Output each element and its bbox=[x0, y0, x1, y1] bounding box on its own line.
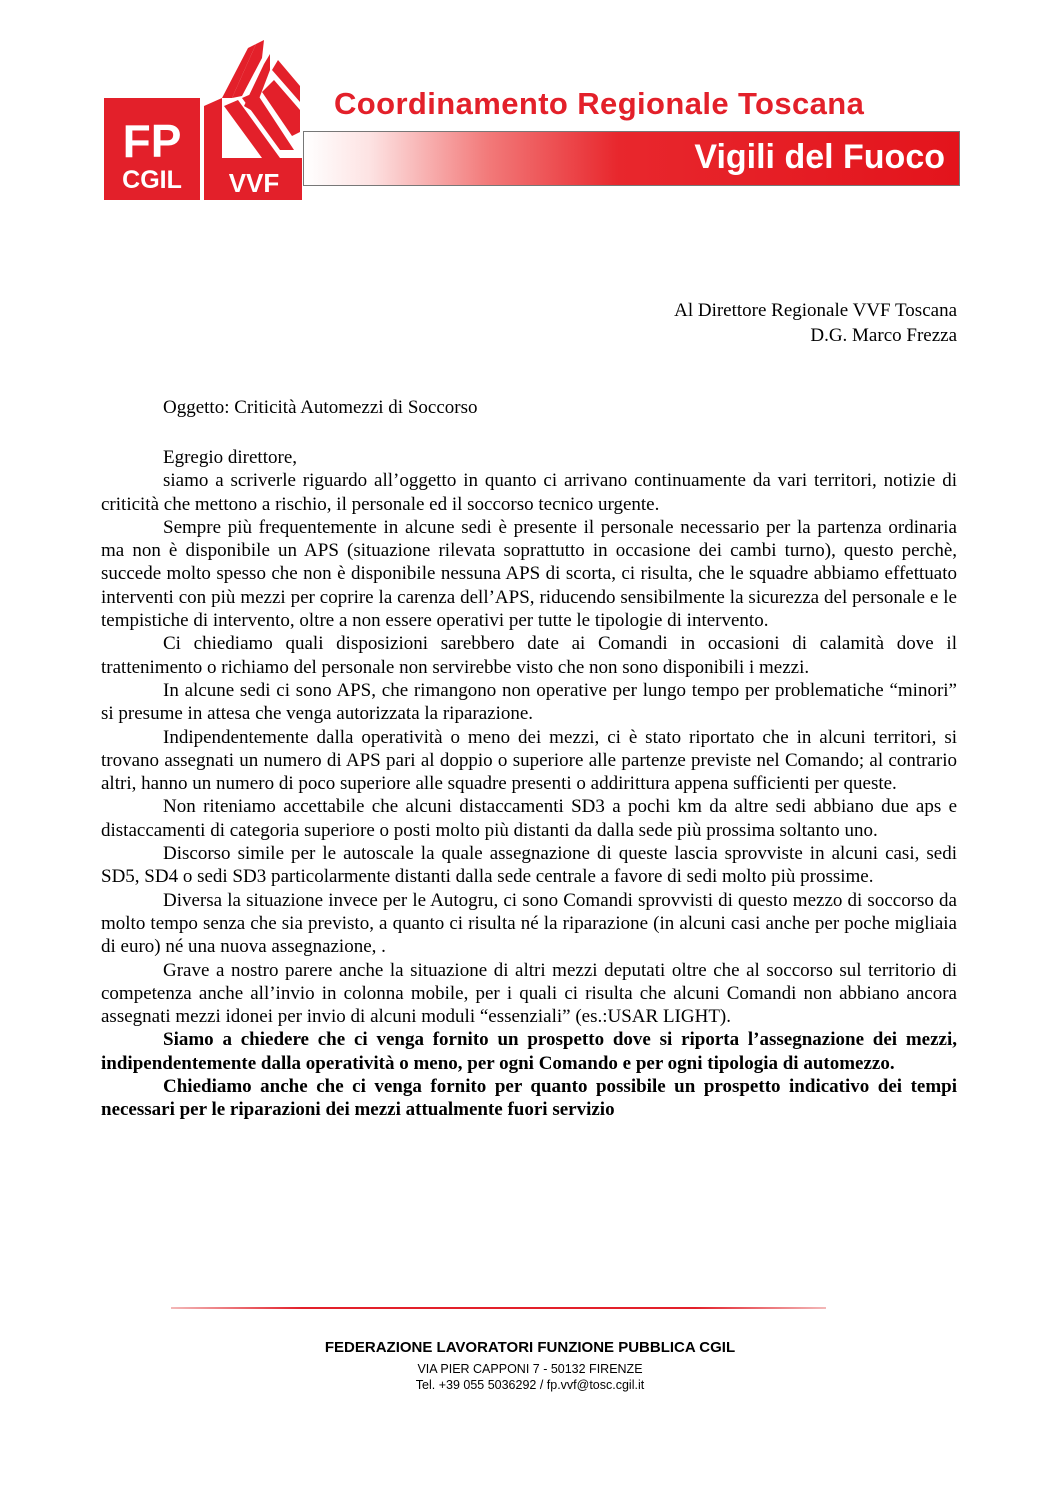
recipient-block bbox=[674, 299, 957, 348]
footer-organization: FEDERAZIONE LAVORATORI FUNZIONE PUBBLICA CGIL bbox=[324, 1339, 736, 1356]
body-paragraph: Sempre più frequentemente in alcune sedi è presente il personale necessario per la partenza ordinaria ma non è disponibile un APS (situazione rilevata soprattutto in occasione dei cambi turno), questo perchè, succede molto spesso che non è disponibile nessuna APS di scorta, ci risulta, che le squadre abbiamo effettuato interventi con più mezzi per coprire la carenza dell’APS, riducendo sensibilmente la sicurezza del personale e le tempistiche di intervento, oltre a non essere operativi per tutte le tipologie di intervento. bbox=[101, 516, 957, 632]
recipient-line-2: D.G. Marco Frezza bbox=[810, 324, 957, 346]
footer-address: VIA PIER CAPPONI 7 - 50132 FIRENZE bbox=[417, 1362, 643, 1376]
recipient-line-1: Al Direttore Regionale VVF Toscana bbox=[674, 300, 957, 321]
body-paragraph: In alcune sedi ci sono APS, che rimangono non operative per lungo tempo per problematiche “minori” si presume in attesa che venga autorizzata la riparazione. bbox=[101, 679, 957, 725]
header-title: Coordinamento Regionale Toscana bbox=[334, 86, 865, 121]
logo-cgil-text: CGIL bbox=[122, 166, 182, 194]
logo-vvf-text: VVF bbox=[228, 168, 280, 198]
body-paragraph: Non riteniamo accettabile che alcuni distaccamenti SD3 a pochi km da altre sedi abbiano due aps e distaccamenti di categoria superiore o posti molto più distanti da dalla sede più prossima soltanto uno. bbox=[101, 796, 957, 841]
header-subtitle: Vigili del Fuoco bbox=[694, 138, 945, 176]
request-paragraph: Siamo a chiedere che ci venga fornito un prospetto dove si riporta l’assegnazione dei mezzi, indipendentemente dalla operatività o meno, per ogni Comando e per ogni tipologia di automezzo. bbox=[101, 1029, 957, 1074]
body-paragraph: Ci chiediamo quali disposizioni sarebbero date ai Comandi in occasioni di calamità dove il trattenimento o richiamo del personale non servirebbe visto che non sono disponibili i mezzi. bbox=[101, 633, 957, 678]
fp-cgil-vvf-logo bbox=[104, 40, 304, 202]
body-paragraph: siamo a scriverle riguardo all’oggetto in quanto ci arrivano continuamente da vari territori, notizie di criticità che mettono a rischio, il personale ed il soccorso tecnico urgente. bbox=[101, 470, 957, 515]
body-paragraph: Indipendentemente dalla operatività o meno dei mezzi, ci è stato riportato che in alcuni territori, si trovano assegnati un numero di APS pari al doppio o superiore alle partenze previste nel Comando; al contrario altri, hanno un numero di poco superiore alle squadre presenti o addirittura appena sufficienti per queste. bbox=[101, 726, 957, 795]
body-paragraph: Grave a nostro parere anche la situazione di altri mezzi deputati oltre che al soccorso sul territorio di competenza anche all’invio in colonna mobile, per i quali ci risulta che alcuni Comandi non abbiano ancora assegnati mezzi idonei per invio di alcuni moduli “essenziali” (es.:USAR LIGHT). bbox=[101, 959, 957, 1028]
letter-body bbox=[101, 446, 957, 1122]
body-paragraph: Discorso simile per le autoscale la quale assegnazione di queste lascia sprovviste in alcuni casi, sedi SD5, SD4 o sedi SD3 particolarmente distanti dalla sede centrale a favore di sedi molto più prossime. bbox=[101, 843, 957, 888]
footer-divider bbox=[171, 1307, 826, 1309]
logo-fp-text: FP bbox=[122, 115, 182, 167]
body-paragraph: Diversa la situazione invece per le Autogru, ci sono Comandi sprovvisti di questo mezzo di soccorso da molto tempo senza che sia previsto, a quanto ci risulta né la riparazione (in alcuni casi anche per poche migliaia di euro) né una nuova assegnazione, . bbox=[101, 889, 957, 958]
subject-line: Oggetto: Criticità Automezzi di Soccorso bbox=[163, 397, 478, 418]
request-paragraph: Chiediamo anche che ci venga fornito per quanto possibile un prospetto indicativo dei tempi necessari per le riparazioni dei mezzi attualmente fuori servizio bbox=[101, 1076, 957, 1121]
greeting: Egregio direttore, bbox=[163, 447, 298, 468]
header-band bbox=[303, 131, 960, 186]
footer-contact: Tel. +39 055 5036292 / fp.vvf@tosc.cgil.it bbox=[415, 1378, 645, 1392]
